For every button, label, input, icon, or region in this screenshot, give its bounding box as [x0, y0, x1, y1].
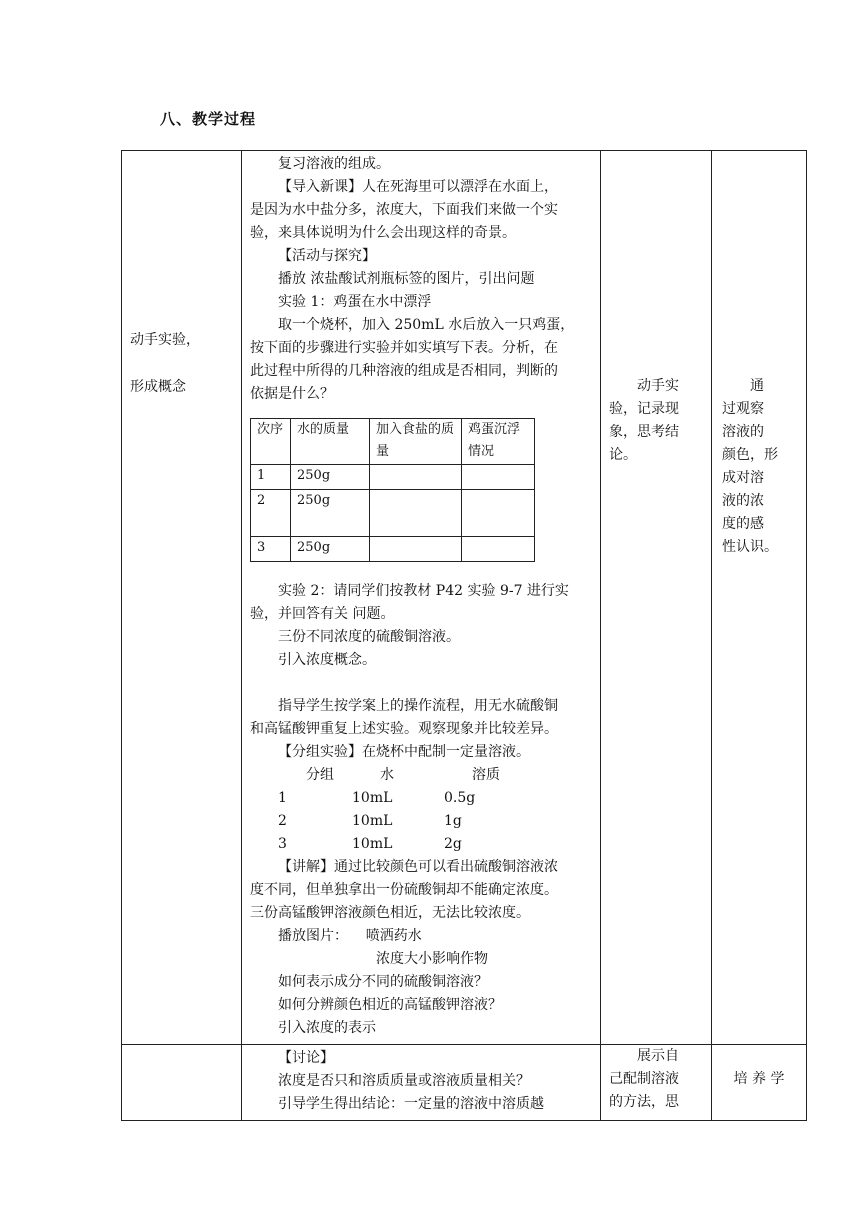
group-cell: 0.5g	[444, 790, 476, 806]
text-line: 验，并回答有关 问题。	[250, 606, 395, 622]
group-cell: 1	[278, 790, 287, 806]
text-line: 引入浓度的表示	[278, 1020, 376, 1036]
table-header-cell: 加入食盐的质量	[370, 419, 462, 465]
text-line: 实验 1：鸡蛋在水中漂浮	[278, 294, 432, 310]
group-cell: 10mL	[352, 813, 393, 829]
teacher-activity-cell	[242, 1045, 601, 1121]
group-row	[250, 787, 592, 810]
text-line: 颜色，形	[722, 447, 778, 463]
text-line: 播放 浓盐酸试剂瓶标签的图片，引出问题	[278, 271, 535, 287]
group-cell: 10mL	[352, 790, 393, 806]
group-cell: 3	[278, 836, 287, 852]
table-row	[251, 537, 535, 562]
text-line: 培 养 学	[733, 1071, 785, 1087]
text-line: 复习溶液的组成。	[278, 156, 390, 172]
table-cell	[462, 537, 535, 562]
text-line: 【讨论】	[278, 1050, 334, 1066]
table-cell	[370, 490, 462, 537]
text-line: 如何分辨颜色相近的高锰酸钾溶液？	[278, 997, 502, 1013]
text-line: 取一个烧杯，加入 250mL 水后放入一只鸡蛋，	[278, 317, 575, 333]
text-line: 过观察	[722, 401, 764, 417]
text-line: 验，来具体说明为什么会出现这样的奇景。	[250, 225, 516, 241]
text-line: 己配制溶液	[609, 1071, 679, 1087]
table-cell: 2	[251, 490, 291, 537]
text-line: 动手实	[637, 378, 679, 394]
text-line: 的方法，思	[609, 1094, 679, 1110]
text-line: 依据是什么？	[250, 386, 334, 402]
text-line: 浓度大小影响作物	[376, 951, 488, 967]
text-line: 液的浓	[722, 493, 764, 509]
stage-label-line1: 动手实验，	[130, 332, 200, 348]
stage-label-line2: 形成概念	[130, 379, 186, 395]
stage-cell	[122, 1045, 242, 1121]
table-cell: 250g	[291, 465, 370, 490]
text-line: 按下面的步骤进行实验并如实填写下表。分析，在	[250, 340, 558, 356]
text-line: 【讲解】通过比较颜色可以看出硫酸铜溶液浓	[278, 859, 558, 875]
design-intent-cell	[712, 151, 807, 1045]
section-heading: 八、教学过程	[160, 110, 257, 128]
text-line: 【导入新课】人在死海里可以漂浮在水面上，	[278, 179, 558, 195]
design-intent-cell	[712, 1045, 807, 1121]
table-header-cell: 次序	[251, 419, 291, 465]
text-line: 度的感	[722, 516, 764, 532]
text-line: 三份高锰酸钾溶液颜色相近，无法比较浓度。	[250, 905, 530, 921]
text-line: 成对溶	[722, 470, 764, 486]
text-line: 验，记录现	[609, 401, 679, 417]
table-row	[251, 465, 535, 490]
text-line: 溶液的	[722, 424, 764, 440]
student-activity-cell	[601, 151, 712, 1045]
table-cell: 1	[251, 465, 291, 490]
group-cell: 2g	[444, 836, 462, 852]
table-cell	[370, 537, 462, 562]
teacher-activity-cell	[242, 151, 601, 1045]
text-line: 播放图片： 喷洒药水	[278, 928, 422, 944]
group-row	[250, 833, 592, 856]
table-row	[251, 490, 535, 537]
table-cell: 250g	[291, 490, 370, 537]
group-col-label: 分组	[306, 767, 334, 783]
group-row	[250, 810, 592, 833]
text-line: 和高锰酸钾重复上述实验。观察现象并比较差异。	[250, 721, 558, 737]
text-line: 【分组实验】在烧杯中配制一定量溶液。	[278, 744, 530, 760]
group-col-label: 溶质	[472, 767, 500, 783]
text-line: 引导学生得出结论：一定量的溶液中溶质越	[278, 1096, 544, 1112]
text-line: 此过程中所得的几种溶液的组成是否相同，判断的	[250, 363, 558, 379]
table-row	[122, 151, 807, 1045]
group-cell: 10mL	[352, 836, 393, 852]
stage-cell	[122, 151, 242, 1045]
teaching-process-table	[121, 150, 807, 1121]
table-header-cell: 水的质量	[291, 419, 370, 465]
group-cell: 1g	[444, 813, 462, 829]
table-cell: 250g	[291, 537, 370, 562]
egg-experiment-table	[250, 418, 535, 562]
text-line: 度不同，但单独拿出一份硫酸铜却不能确定浓度。	[250, 882, 558, 898]
text-line: 引入浓度概念。	[278, 652, 376, 668]
text-line: 展示自	[637, 1048, 679, 1064]
table-cell	[462, 465, 535, 490]
text-line: 论。	[609, 447, 637, 463]
text-line: 【活动与探究】	[278, 248, 376, 264]
text-line: 象，思考结	[609, 424, 679, 440]
blank-line	[250, 672, 592, 695]
group-col-label: 水	[380, 767, 394, 783]
text-line: 是因为水中盐分多，浓度大，下面我们来做一个实	[250, 202, 558, 218]
table-cell	[370, 465, 462, 490]
text-line: 通	[750, 378, 764, 394]
table-cell: 3	[251, 537, 291, 562]
table-row	[122, 1045, 807, 1121]
text-line: 实验 2：请同学们按教材 P42 实验 9-7 进行实	[278, 583, 569, 599]
group-cell: 2	[278, 813, 287, 829]
text-line: 浓度是否只和溶质质量或溶液质量相关？	[278, 1073, 530, 1089]
text-line: 三份不同浓度的硫酸铜溶液。	[278, 629, 460, 645]
text-line: 性认识。	[722, 539, 778, 555]
student-activity-cell	[601, 1045, 712, 1121]
table-header-cell: 鸡蛋沉浮情况	[462, 419, 535, 465]
text-line: 如何表示成分不同的硫酸铜溶液？	[278, 974, 488, 990]
table-row	[251, 419, 535, 465]
text-line: 指导学生按学案上的操作流程，用无水硫酸铜	[278, 698, 558, 714]
group-header	[250, 764, 592, 787]
table-cell	[462, 490, 535, 537]
